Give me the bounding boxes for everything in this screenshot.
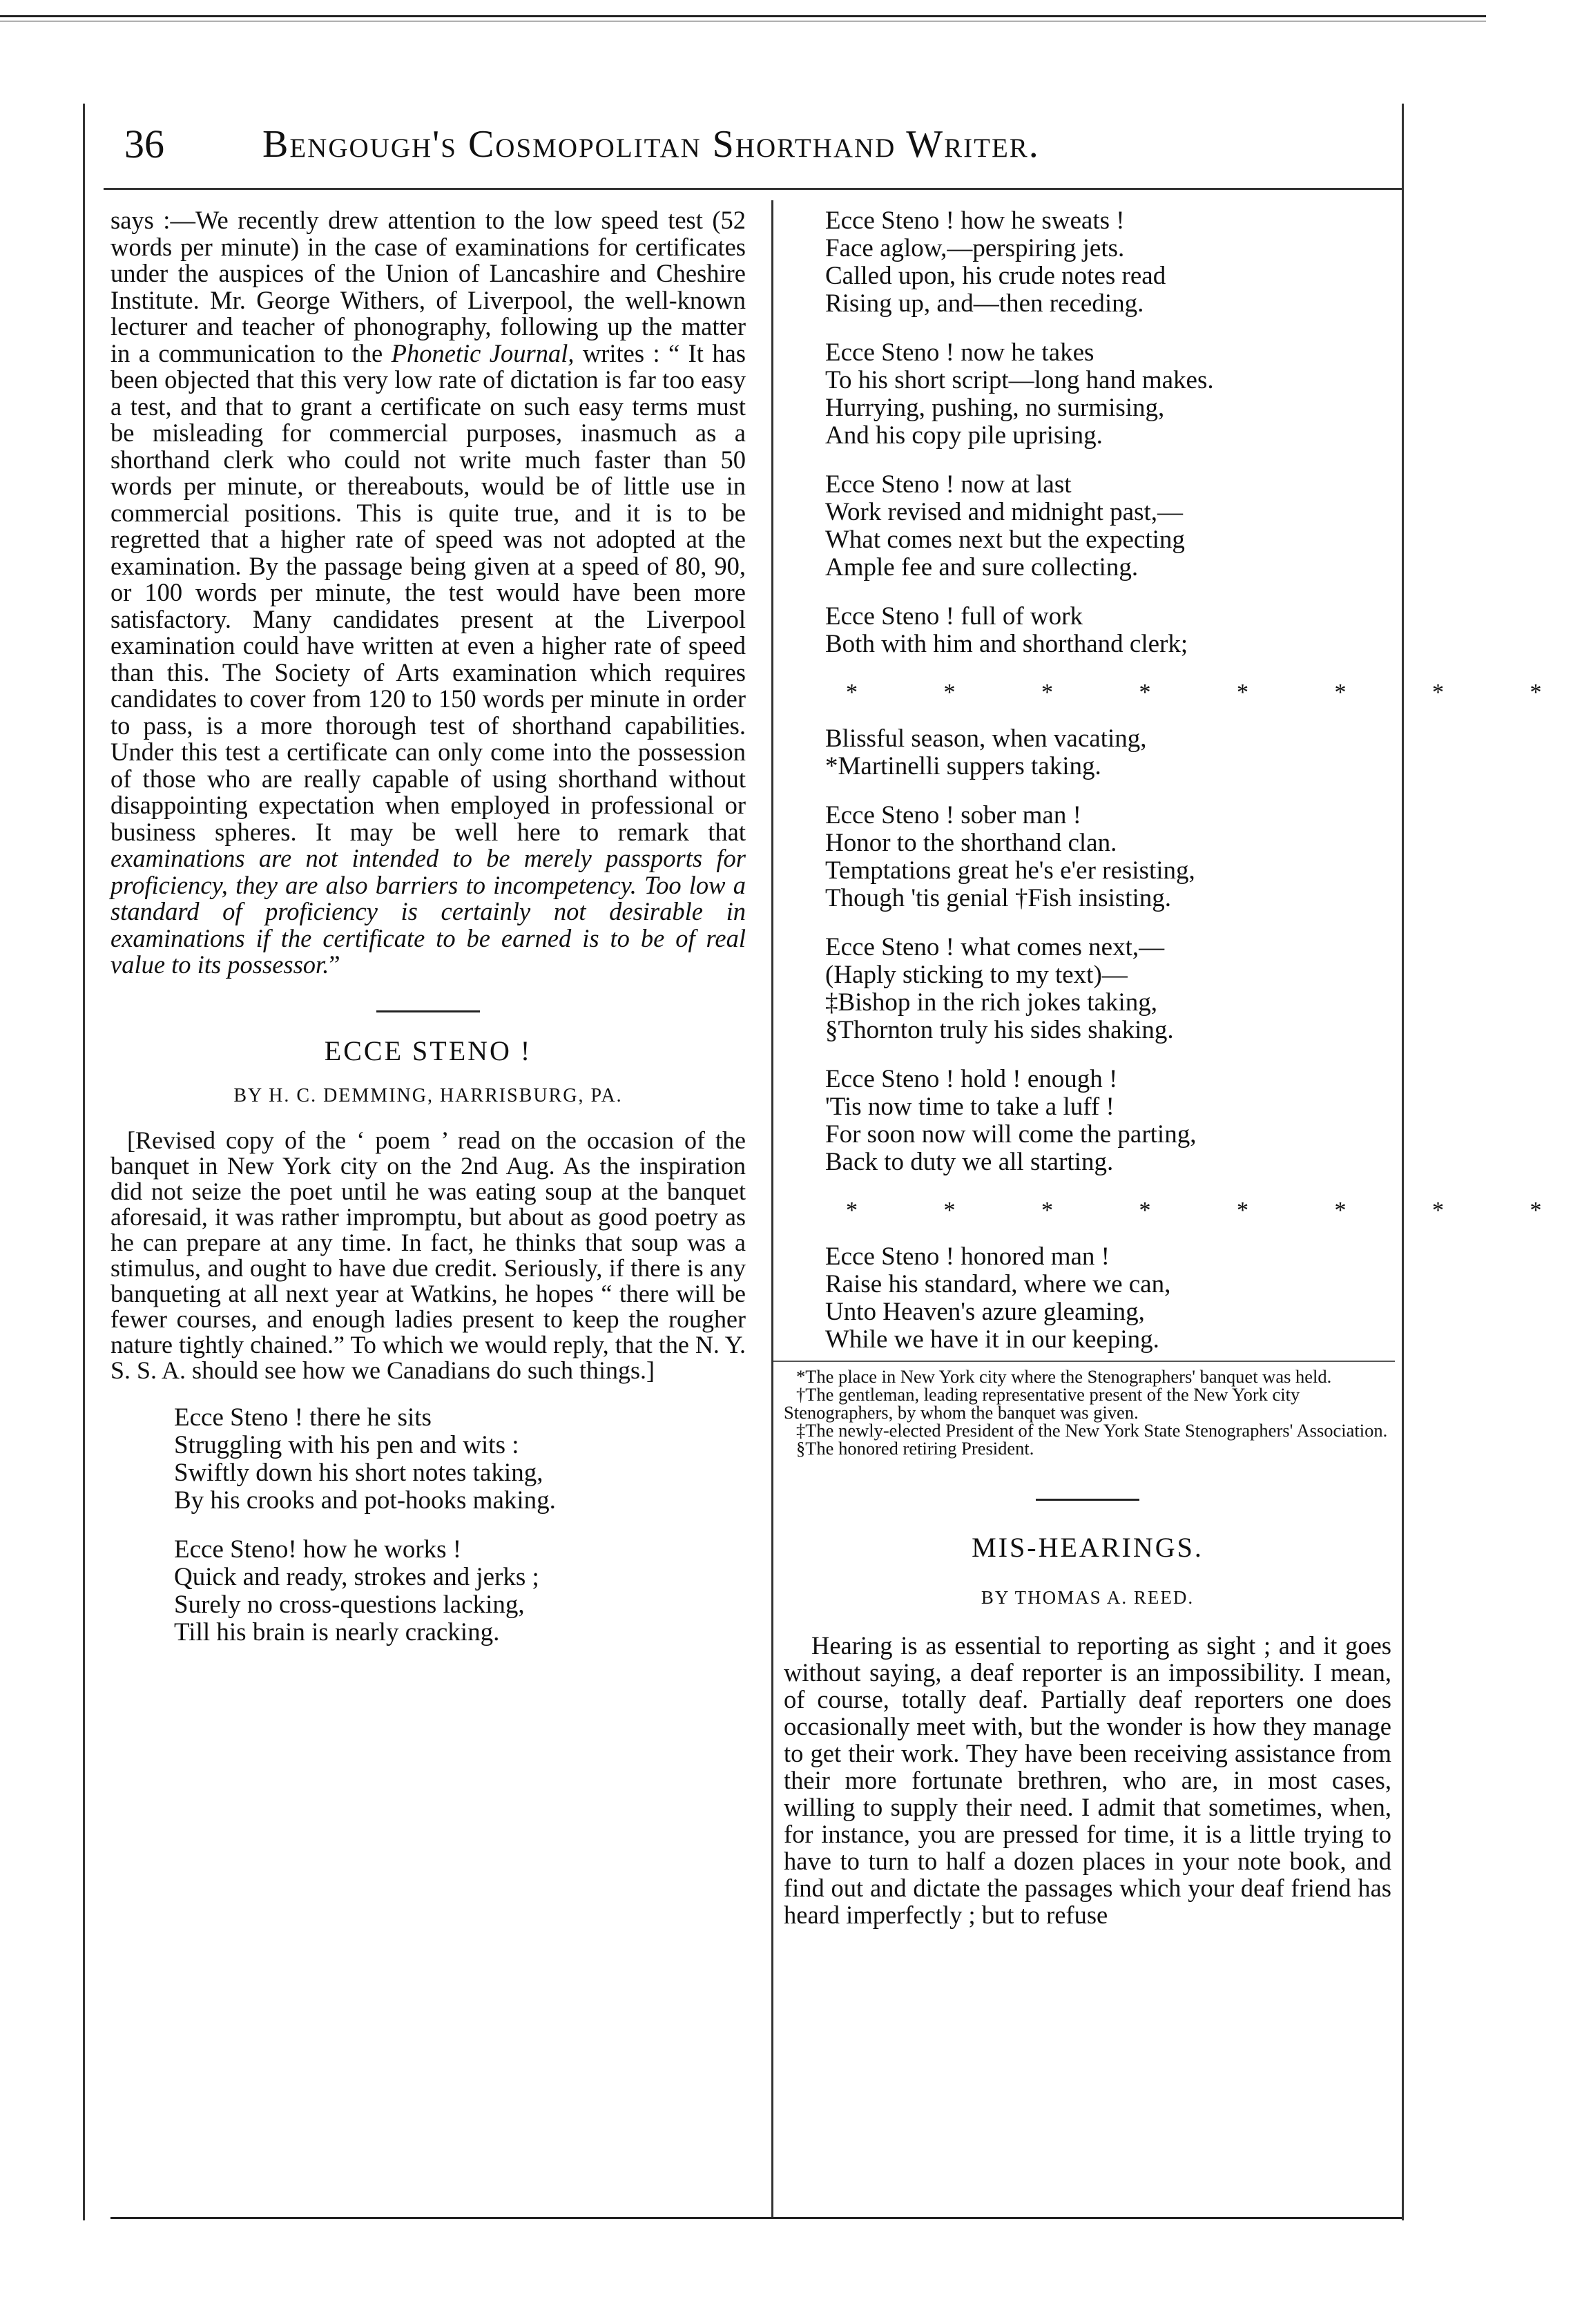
footnote: †The gentleman, leading representative present of the New York city Stenographers, by whom the banquet was given. <box>784 1384 1300 1423</box>
poem-line: Though 'tis genial †Fish insisting. <box>825 884 1172 912</box>
article-byline: BY THOMAS A. REED. <box>981 1587 1195 1608</box>
poem-intro: [Revised copy of the ‘ poem ’ read on the occasion of the banquet in New York city on the 2nd Aug. As the inspiration did not seize the poet until he was eating soup at the banquet aforesaid, it was rather impromptu, but about as good poetry as he can prepare at any time. In fact, he thinks that soup was a stimulus, and ought to have due credit. Seriously, if there is any banqueting at all next year at Watkins, he hopes “ there will be fewer courses, and enough ladies present to keep the rougher nature tightly chained.” To which we would reply, that the N. Y. S. S. A. should see how we Canadians do such things.] <box>110 1126 746 1384</box>
poem-line: Ecce Steno ! full of work <box>825 602 1083 631</box>
poem-line: Surely no cross-questions lacking, <box>174 1590 525 1619</box>
asterisk-divider: * * * * * * * * <box>846 680 1582 705</box>
poem-line: §Thornton truly his sides shaking. <box>825 1016 1174 1044</box>
poem-line: Ecce Steno ! now at last <box>825 470 1072 499</box>
footnote: §The honored retiring President. <box>796 1438 1034 1459</box>
poem-line: Ecce Steno ! sober man ! <box>825 801 1081 829</box>
page-number: 36 <box>124 122 164 166</box>
poem-stanza <box>784 603 1391 658</box>
poem-line: What comes next but the expecting <box>825 526 1185 554</box>
poem-line: Ample fee and sure collecting. <box>825 553 1139 582</box>
journal-name: Phonetic Journal, <box>391 338 575 367</box>
poem-line: Struggling with his pen and wits : <box>174 1430 519 1459</box>
page-frame-bottom <box>110 2217 1402 2219</box>
poem-line: And his copy pile uprising. <box>825 421 1103 450</box>
poem-line: To his short script—long hand makes. <box>825 366 1214 394</box>
poem-stanza <box>784 207 1391 318</box>
poem-stanza <box>110 1536 746 1646</box>
footnote-rule <box>773 1361 1395 1362</box>
poem-line: Face aglow,—perspiring jets. <box>825 234 1125 262</box>
article-body: Hearing is as essential to reporting as sight ; and it goes without saying, a deaf reporter is an impossibility. I mean, of course, totally deaf. Partially deaf reporters one does occasionally meet with, but the wonder is how they manage to get their work. They have been receiving assistance from their more fortunate brethren, who are, in most cases, willing to supply their need. I admit that sometimes, when, for instance, you are pressed for time, it is a little trying to have to turn to half a dozen places in your note book, and find out and dictate the passages which your deaf friend has heard imperfectly ; but to refuse <box>784 1631 1391 1929</box>
poem-line: Raise his standard, where we can, <box>825 1270 1171 1298</box>
poem-line: Ecce Steno! how he works ! <box>174 1535 462 1564</box>
poem-line: Temptations great he's e'er resisting, <box>825 856 1195 885</box>
poem-line: While we have it in our keeping. <box>825 1325 1159 1354</box>
poem-stanza <box>784 1243 1391 1354</box>
header-rule <box>104 188 1402 190</box>
asterisk-divider: * * * * * * * * <box>846 1198 1582 1223</box>
article-italic-conclusion: examinations are not intended to be merely passports for proficiency, they are also barriers to incompetency. Too low a standard of proficiency is certainly not desirable in examinations if the certificate to be earned is to be of real value to its possessor. <box>110 844 746 979</box>
article-withers <box>110 207 746 979</box>
section-rule <box>1036 1499 1139 1501</box>
poem-line: Called upon, his crude notes read <box>825 262 1166 290</box>
poem-stanza <box>784 471 1391 582</box>
poem-line: Ecce Steno ! now he takes <box>825 338 1094 367</box>
right-column <box>784 207 1582 1929</box>
page-frame-right <box>1402 104 1404 2220</box>
poem-line: (Haply sticking to my text)— <box>825 961 1128 989</box>
article-text-2: writes : “ It has been objected that this very low rate of dictation is far too easy a test, and that to grant a certificate on such easy terms must be misleading for commercial purposes, inasmuch as a shorthand clerk who could not write much faster than 50 words per minute, or thereabouts, would be of little use in commercial positions. This is quite true, and it is to be regretted that a higher rate of speed was not adopted at the examination. By the passage being given at a speed of 80, 90, or 100 words per minute, the test would have been more satisfactory. Many candidates present at the Liverpool examination could have written at even a higher rate of speed than this. The Society of Arts examination which requires candidates to cover from 120 to 150 words per minute in order to pass, is a more thorough test of shorthand capabilities. Under this test a certificate can only come into the possession of those who are really capable of using shorthand without disappointing expectation when employed in professional or business spheres. It may be well here to remark that <box>110 338 746 846</box>
column-divider <box>771 200 773 2217</box>
poem-line: Ecce Steno ! honored man ! <box>825 1242 1110 1271</box>
poem-stanza <box>110 1404 746 1515</box>
poem-line: Quick and ready, strokes and jerks ; <box>174 1562 539 1591</box>
footnote: *The place in New York city where the Stenographers' banquet was held. <box>796 1366 1332 1387</box>
article-title: MIS-HEARINGS. <box>972 1532 1204 1563</box>
poem-stanza <box>784 934 1391 1044</box>
poem-line: Honor to the shorthand clan. <box>825 829 1117 857</box>
poem-line: Blissful season, when vacating, <box>825 724 1147 753</box>
poem-line: Rising up, and—then receding. <box>825 289 1144 318</box>
top-border-rule <box>0 15 1486 17</box>
poem-line: Swiftly down his short notes taking, <box>174 1458 543 1487</box>
poem-line: ‡Bishop in the rich jokes taking, <box>825 988 1157 1017</box>
poem-line: Back to duty we all starting. <box>825 1148 1114 1176</box>
running-title: Bengough's Cosmopolitan Shorthand Writer. <box>262 123 1040 166</box>
left-column <box>110 207 746 1668</box>
poem-line: 'Tis now time to take a luff ! <box>825 1093 1115 1121</box>
poem-line: Ecce Steno ! hold ! enough ! <box>825 1065 1118 1093</box>
poem-byline: BY H. C. DEMMING, HARRISBURG, PA. <box>233 1084 623 1106</box>
poem-line: Unto Heaven's azure gleaming, <box>825 1298 1145 1326</box>
poem-stanza <box>784 802 1391 912</box>
article-text: says :—We recently drew attention to the low speed test (52 words per minute) in the case of examinations for certificates under the auspices of the Union of Lancashire and Cheshire Institute. Mr. George Withers, of Liverpool, the well-known lecturer and teacher of phonography, following up the matter in a communication to the <box>110 206 746 367</box>
poem-title: ECCE STENO ! <box>324 1035 532 1066</box>
poem-line: Ecce Steno ! there he sits <box>174 1403 432 1432</box>
poem-line: *Martinelli suppers taking. <box>825 752 1101 780</box>
poem-line: Work revised and midnight past,— <box>825 498 1184 526</box>
poem-stanza <box>784 339 1391 450</box>
article-close-quote: ” <box>329 950 340 979</box>
poem-line: Hurrying, pushing, no surmising, <box>825 394 1165 422</box>
poem-stanza <box>784 1066 1391 1176</box>
footnote: ‡The newly-elected President of the New York State Stenographers' Association. <box>796 1420 1388 1441</box>
poem-line: Ecce Steno ! what comes next,— <box>825 933 1165 961</box>
poem-stanza <box>784 725 1391 780</box>
poem-line: Till his brain is nearly cracking. <box>174 1617 500 1646</box>
poem-line: Ecce Steno ! how he sweats ! <box>825 207 1125 235</box>
section-rule <box>376 1010 480 1012</box>
page-frame-left <box>83 104 85 2220</box>
page-header <box>110 114 1402 190</box>
poem-line: By his crooks and pot-hooks making. <box>174 1486 556 1515</box>
poem-line: Both with him and shorthand clerk; <box>825 630 1188 658</box>
poem-line: For soon now will come the parting, <box>825 1120 1197 1149</box>
